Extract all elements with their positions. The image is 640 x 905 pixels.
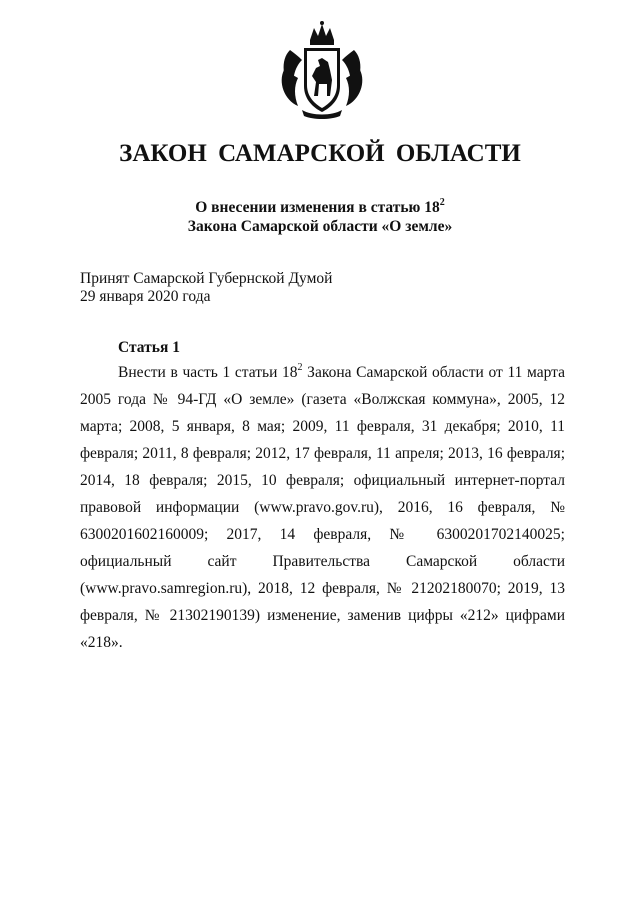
- article-heading: Статья 1: [118, 339, 180, 356]
- adoption-info: [80, 270, 332, 306]
- subtitle-superscript: 2: [439, 197, 445, 208]
- article-superscript: 2: [297, 362, 303, 373]
- article-text: Внести в часть 1 статьи $18^2$ Закона Самарской области от 11 марта 2005 года № 94-ГД «О земле» (газета «Волжская коммуна», 2005, 12 марта; 2008, 5 января, 8 мая; 2009, 11 февраля, 31 декабря; 2010, 11 февраля; 2011, 8 февраля; 2012, 17 февраля, 11 апреля; 2013, 16 февраля; 2014, 18 февраля; 2015, 10 февраля; официальный интернет-портал правовой информации (www.pravo.gov.ru), 2016, 16 февраля, № 6300201602160009; 2017, 14 февраля, № 6300201702140025; официальный сайт Правительства Самарской области (www.pravo.samregion.ru), 2018, 12 февраля, № 21202180070; 2019, 13 февраля, № 21302190139) изменение, заменив цифры «212» цифрами «218».: [80, 362, 565, 651]
- law-title: ЗАКОН САМАРСКОЙ ОБЛАСТИ: [119, 140, 521, 167]
- adoption-date: 29 января 2020 года: [80, 288, 211, 305]
- law-subtitle: [0, 198, 640, 236]
- subtitle-line-1: О внесении изменения в статью $18^2$: [195, 197, 445, 216]
- adoption-body: Принят Самарской Губернской Думой: [80, 270, 333, 287]
- subtitle-line-2: Закона Самарской области «О земле»: [187, 218, 453, 235]
- coat-of-arms-icon: [272, 20, 372, 120]
